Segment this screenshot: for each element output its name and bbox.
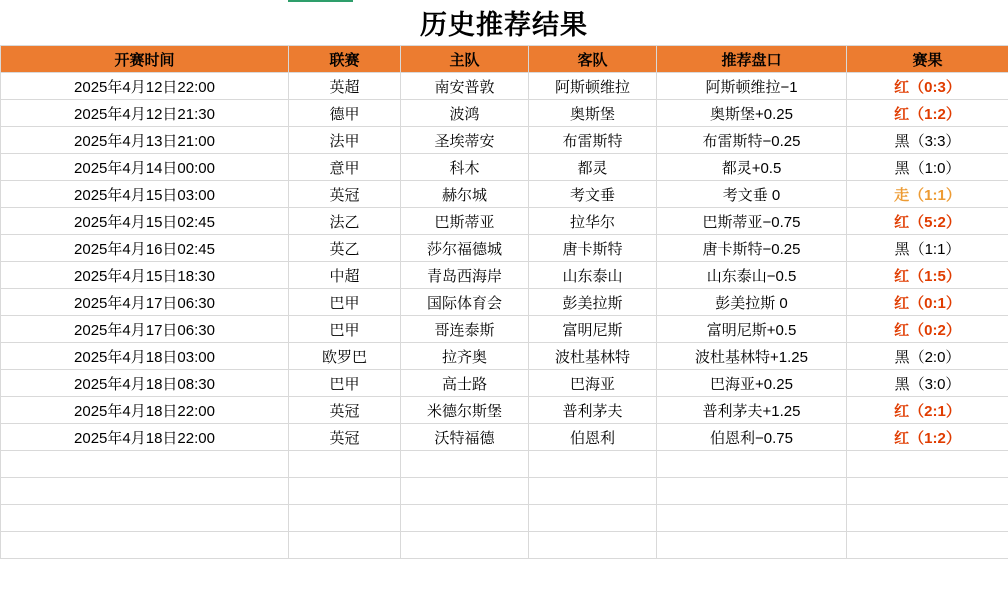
empty-cell (847, 451, 1008, 478)
column-header-league: 联赛 (289, 46, 401, 73)
cell-time: 2025年4月18日08:30 (1, 370, 289, 397)
empty-cell (657, 451, 847, 478)
accent-line (288, 0, 353, 2)
empty-cell (289, 478, 401, 505)
empty-cell (1, 451, 289, 478)
result-badge: 黑（1:0） (894, 159, 961, 177)
cell-result (847, 181, 1008, 208)
cell-home: 高士路 (401, 370, 529, 397)
cell-home: 拉齐奥 (401, 343, 529, 370)
empty-cell (289, 532, 401, 559)
cell-home: 巴斯蒂亚 (401, 208, 529, 235)
cell-result (847, 289, 1008, 316)
cell-line: 富明尼斯+0.5 (657, 316, 847, 343)
cell-line: 布雷斯特−0.25 (657, 127, 847, 154)
empty-cell (847, 505, 1008, 532)
cell-away: 富明尼斯 (529, 316, 657, 343)
cell-away: 伯恩利 (529, 424, 657, 451)
cell-result (847, 154, 1008, 181)
result-badge: 黑（3:0） (894, 375, 961, 393)
cell-line: 巴海亚+0.25 (657, 370, 847, 397)
cell-line: 唐卡斯特−0.25 (657, 235, 847, 262)
cell-home: 国际体育会 (401, 289, 529, 316)
result-badge: 黑（2:0） (894, 348, 961, 366)
empty-cell (1, 505, 289, 532)
result-badge: 红（0:2） (894, 321, 961, 339)
empty-cell (529, 451, 657, 478)
table-row (1, 127, 1008, 154)
cell-league: 法甲 (289, 127, 401, 154)
cell-league: 德甲 (289, 100, 401, 127)
cell-home: 哥连泰斯 (401, 316, 529, 343)
result-badge: 红（0:1） (894, 294, 961, 312)
cell-result (847, 208, 1008, 235)
empty-cell (401, 532, 529, 559)
empty-cell (1, 478, 289, 505)
cell-away: 普利茅夫 (529, 397, 657, 424)
result-badge: 红（5:2） (894, 213, 961, 231)
empty-cell (657, 532, 847, 559)
cell-away: 拉华尔 (529, 208, 657, 235)
cell-league: 欧罗巴 (289, 343, 401, 370)
empty-cell (657, 478, 847, 505)
cell-league: 英超 (289, 73, 401, 100)
column-header-home: 主队 (401, 46, 529, 73)
cell-time: 2025年4月15日18:30 (1, 262, 289, 289)
cell-away: 波杜基林特 (529, 343, 657, 370)
cell-league: 英冠 (289, 424, 401, 451)
empty-cell (657, 505, 847, 532)
cell-away: 阿斯顿维拉 (529, 73, 657, 100)
cell-result (847, 316, 1008, 343)
cell-away: 巴海亚 (529, 370, 657, 397)
cell-league: 英冠 (289, 397, 401, 424)
cell-result (847, 73, 1008, 100)
empty-cell (289, 451, 401, 478)
cell-line: 阿斯顿维拉−1 (657, 73, 847, 100)
cell-league: 意甲 (289, 154, 401, 181)
table-row (1, 208, 1008, 235)
result-badge: 红（1:2） (894, 105, 961, 123)
cell-time: 2025年4月15日03:00 (1, 181, 289, 208)
column-header-result: 赛果 (847, 46, 1008, 73)
cell-result (847, 127, 1008, 154)
empty-row (1, 478, 1008, 505)
result-badge: 走（1:1） (894, 186, 961, 204)
cell-home: 青岛西海岸 (401, 262, 529, 289)
cell-result (847, 343, 1008, 370)
table-row (1, 100, 1008, 127)
table-row (1, 370, 1008, 397)
title-row (0, 0, 1008, 45)
table-row (1, 316, 1008, 343)
cell-line: 都灵+0.5 (657, 154, 847, 181)
column-header-time: 开赛时间 (1, 46, 289, 73)
cell-time: 2025年4月18日03:00 (1, 343, 289, 370)
empty-cell (847, 478, 1008, 505)
empty-cell (289, 505, 401, 532)
cell-league: 英乙 (289, 235, 401, 262)
cell-time: 2025年4月17日06:30 (1, 289, 289, 316)
cell-home: 赫尔城 (401, 181, 529, 208)
table-header-row (1, 46, 1008, 73)
cell-time: 2025年4月18日22:00 (1, 424, 289, 451)
cell-league: 巴甲 (289, 289, 401, 316)
table-body (1, 73, 1008, 559)
cell-line: 普利茅夫+1.25 (657, 397, 847, 424)
cell-time: 2025年4月13日21:00 (1, 127, 289, 154)
cell-result (847, 370, 1008, 397)
cell-home: 米德尔斯堡 (401, 397, 529, 424)
cell-home: 南安普敦 (401, 73, 529, 100)
result-badge: 红（1:5） (894, 267, 961, 285)
cell-line: 巴斯蒂亚−0.75 (657, 208, 847, 235)
cell-time: 2025年4月15日02:45 (1, 208, 289, 235)
table-header (1, 46, 1008, 73)
table-row (1, 181, 1008, 208)
cell-line: 山东泰山−0.5 (657, 262, 847, 289)
empty-row (1, 532, 1008, 559)
cell-league: 巴甲 (289, 370, 401, 397)
empty-row (1, 505, 1008, 532)
cell-away: 都灵 (529, 154, 657, 181)
empty-cell (529, 505, 657, 532)
cell-away: 布雷斯特 (529, 127, 657, 154)
cell-result (847, 262, 1008, 289)
cell-time: 2025年4月16日02:45 (1, 235, 289, 262)
cell-result (847, 397, 1008, 424)
column-header-away: 客队 (529, 46, 657, 73)
table-row (1, 262, 1008, 289)
table-row (1, 154, 1008, 181)
cell-away: 奥斯堡 (529, 100, 657, 127)
cell-home: 沃特福德 (401, 424, 529, 451)
cell-line: 奥斯堡+0.25 (657, 100, 847, 127)
empty-cell (847, 532, 1008, 559)
cell-result (847, 100, 1008, 127)
cell-league: 英冠 (289, 181, 401, 208)
cell-time: 2025年4月12日21:30 (1, 100, 289, 127)
result-badge: 黑（3:3） (894, 132, 961, 150)
table-row (1, 73, 1008, 100)
cell-home: 波鸿 (401, 100, 529, 127)
result-badge: 黑（1:1） (894, 240, 961, 258)
result-badge: 红（1:2） (894, 429, 961, 447)
result-badge: 红（2:1） (894, 402, 961, 420)
cell-away: 彭美拉斯 (529, 289, 657, 316)
page-title: 历史推荐结果 (420, 9, 588, 40)
table-row (1, 289, 1008, 316)
cell-home: 圣埃蒂安 (401, 127, 529, 154)
cell-line: 波杜基林特+1.25 (657, 343, 847, 370)
cell-result (847, 235, 1008, 262)
table-row (1, 424, 1008, 451)
cell-result (847, 424, 1008, 451)
cell-league: 巴甲 (289, 316, 401, 343)
cell-time: 2025年4月12日22:00 (1, 73, 289, 100)
cell-home: 科木 (401, 154, 529, 181)
column-header-line: 推荐盘口 (657, 46, 847, 73)
cell-time: 2025年4月17日06:30 (1, 316, 289, 343)
empty-row (1, 451, 1008, 478)
cell-league: 中超 (289, 262, 401, 289)
cell-line: 彭美拉斯 0 (657, 289, 847, 316)
table-row (1, 397, 1008, 424)
empty-cell (401, 451, 529, 478)
cell-away: 山东泰山 (529, 262, 657, 289)
table-row (1, 235, 1008, 262)
cell-line: 伯恩利−0.75 (657, 424, 847, 451)
history-results-table (0, 45, 1008, 559)
cell-home: 莎尔福德城 (401, 235, 529, 262)
cell-time: 2025年4月14日00:00 (1, 154, 289, 181)
result-badge: 红（0:3） (894, 78, 961, 96)
cell-away: 考文垂 (529, 181, 657, 208)
cell-league: 法乙 (289, 208, 401, 235)
empty-cell (529, 532, 657, 559)
empty-cell (401, 478, 529, 505)
table-row (1, 343, 1008, 370)
cell-away: 唐卡斯特 (529, 235, 657, 262)
empty-cell (1, 532, 289, 559)
cell-line: 考文垂 0 (657, 181, 847, 208)
empty-cell (529, 478, 657, 505)
cell-time: 2025年4月18日22:00 (1, 397, 289, 424)
empty-cell (401, 505, 529, 532)
